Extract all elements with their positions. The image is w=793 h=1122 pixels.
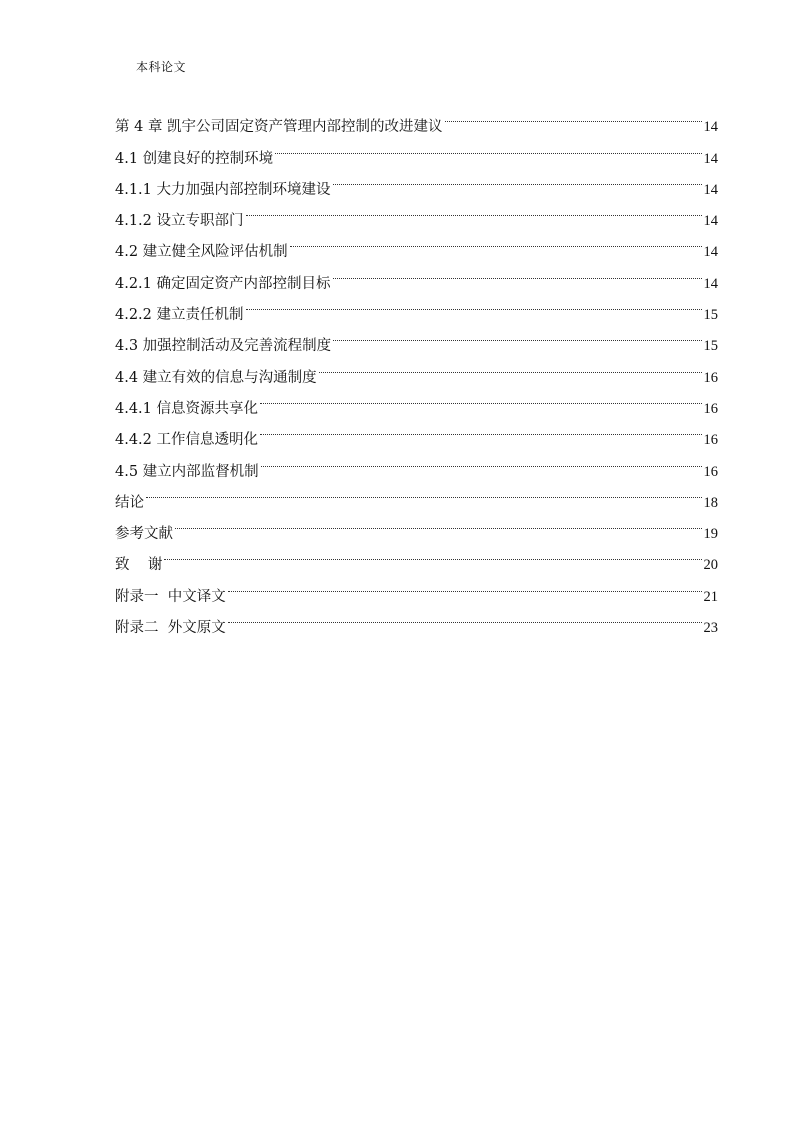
page-header: 本科论文 — [136, 60, 187, 74]
toc-entry-title: 致 谢 — [115, 557, 163, 574]
dot-leader — [260, 382, 701, 413]
toc-entry-page: 14 — [703, 244, 718, 261]
toc-entry-page: 14 — [703, 181, 718, 198]
toc-entry-page: 21 — [703, 588, 718, 605]
toc-entry-title: 4.4.1 信息资源共享化 — [115, 400, 259, 417]
dot-leader — [175, 507, 702, 538]
toc-entry[interactable] — [115, 476, 718, 511]
toc-entry-title: 第 4 章 凯宇公司固定资产管理内部控制的改进建议 — [115, 119, 443, 136]
toc-entry-title: 参考文献 — [115, 526, 173, 543]
toc-entry-title: 附录一 中文译文 — [115, 588, 226, 605]
toc-entry-title: 4.4.2 工作信息透明化 — [115, 432, 259, 449]
toc-entry-page: 20 — [703, 557, 718, 574]
dot-leader — [333, 256, 702, 287]
dot-leader — [228, 601, 702, 632]
dot-leader — [333, 319, 701, 350]
toc-entry-title: 4.1.2 设立专职部门 — [115, 213, 244, 230]
toc-entry-title: 结论 — [115, 494, 144, 511]
dot-leader — [319, 350, 702, 381]
toc-entry-page: 14 — [703, 150, 718, 167]
toc-entry-title: 4.2 建立健全风险评估机制 — [115, 244, 288, 261]
toc-entry-page: 15 — [703, 338, 718, 355]
dot-leader — [228, 569, 702, 600]
toc-entry[interactable] — [115, 569, 718, 605]
table-of-contents — [115, 100, 718, 637]
toc-entry-title: 4.5 建立内部监督机制 — [115, 463, 259, 480]
toc-entry-title: 4.1 创建良好的控制环境 — [115, 150, 274, 167]
toc-entry-page: 14 — [703, 213, 718, 230]
dot-leader — [246, 288, 702, 319]
dot-leader — [164, 538, 701, 569]
toc-entry-page: 18 — [703, 494, 718, 511]
toc-entry-title: 4.1.1 大力加强内部控制环境建设 — [115, 181, 331, 198]
toc-entry-title: 4.3 加强控制活动及完善流程制度 — [115, 338, 332, 355]
dot-leader — [246, 194, 702, 225]
dot-leader — [333, 163, 702, 194]
dot-leader — [290, 225, 702, 256]
toc-entry[interactable] — [115, 100, 718, 136]
toc-entry-title: 4.4 建立有效的信息与沟通制度 — [115, 369, 317, 386]
toc-entry[interactable] — [115, 507, 718, 543]
toc-entry-page: 15 — [703, 307, 718, 324]
toc-entry-page: 14 — [703, 119, 718, 136]
dot-leader — [260, 413, 701, 444]
toc-entry-page: 16 — [703, 463, 718, 480]
toc-entry-page: 16 — [703, 400, 718, 417]
toc-entry-page: 23 — [703, 620, 718, 637]
toc-entry-title: 4.2.1 确定固定资产内部控制目标 — [115, 275, 331, 292]
toc-entry-title: 附录二 外文原文 — [115, 620, 226, 637]
toc-entry-title: 4.2.2 建立责任机制 — [115, 307, 244, 324]
dot-leader — [275, 131, 701, 162]
toc-entry-page: 14 — [703, 275, 718, 292]
toc-entry-page: 16 — [703, 369, 718, 386]
toc-entry-page: 19 — [703, 526, 718, 543]
dot-leader — [146, 476, 702, 507]
toc-entry[interactable] — [115, 538, 718, 574]
dot-leader — [261, 444, 702, 475]
toc-entry-page: 16 — [703, 432, 718, 449]
dot-leader — [445, 100, 702, 131]
